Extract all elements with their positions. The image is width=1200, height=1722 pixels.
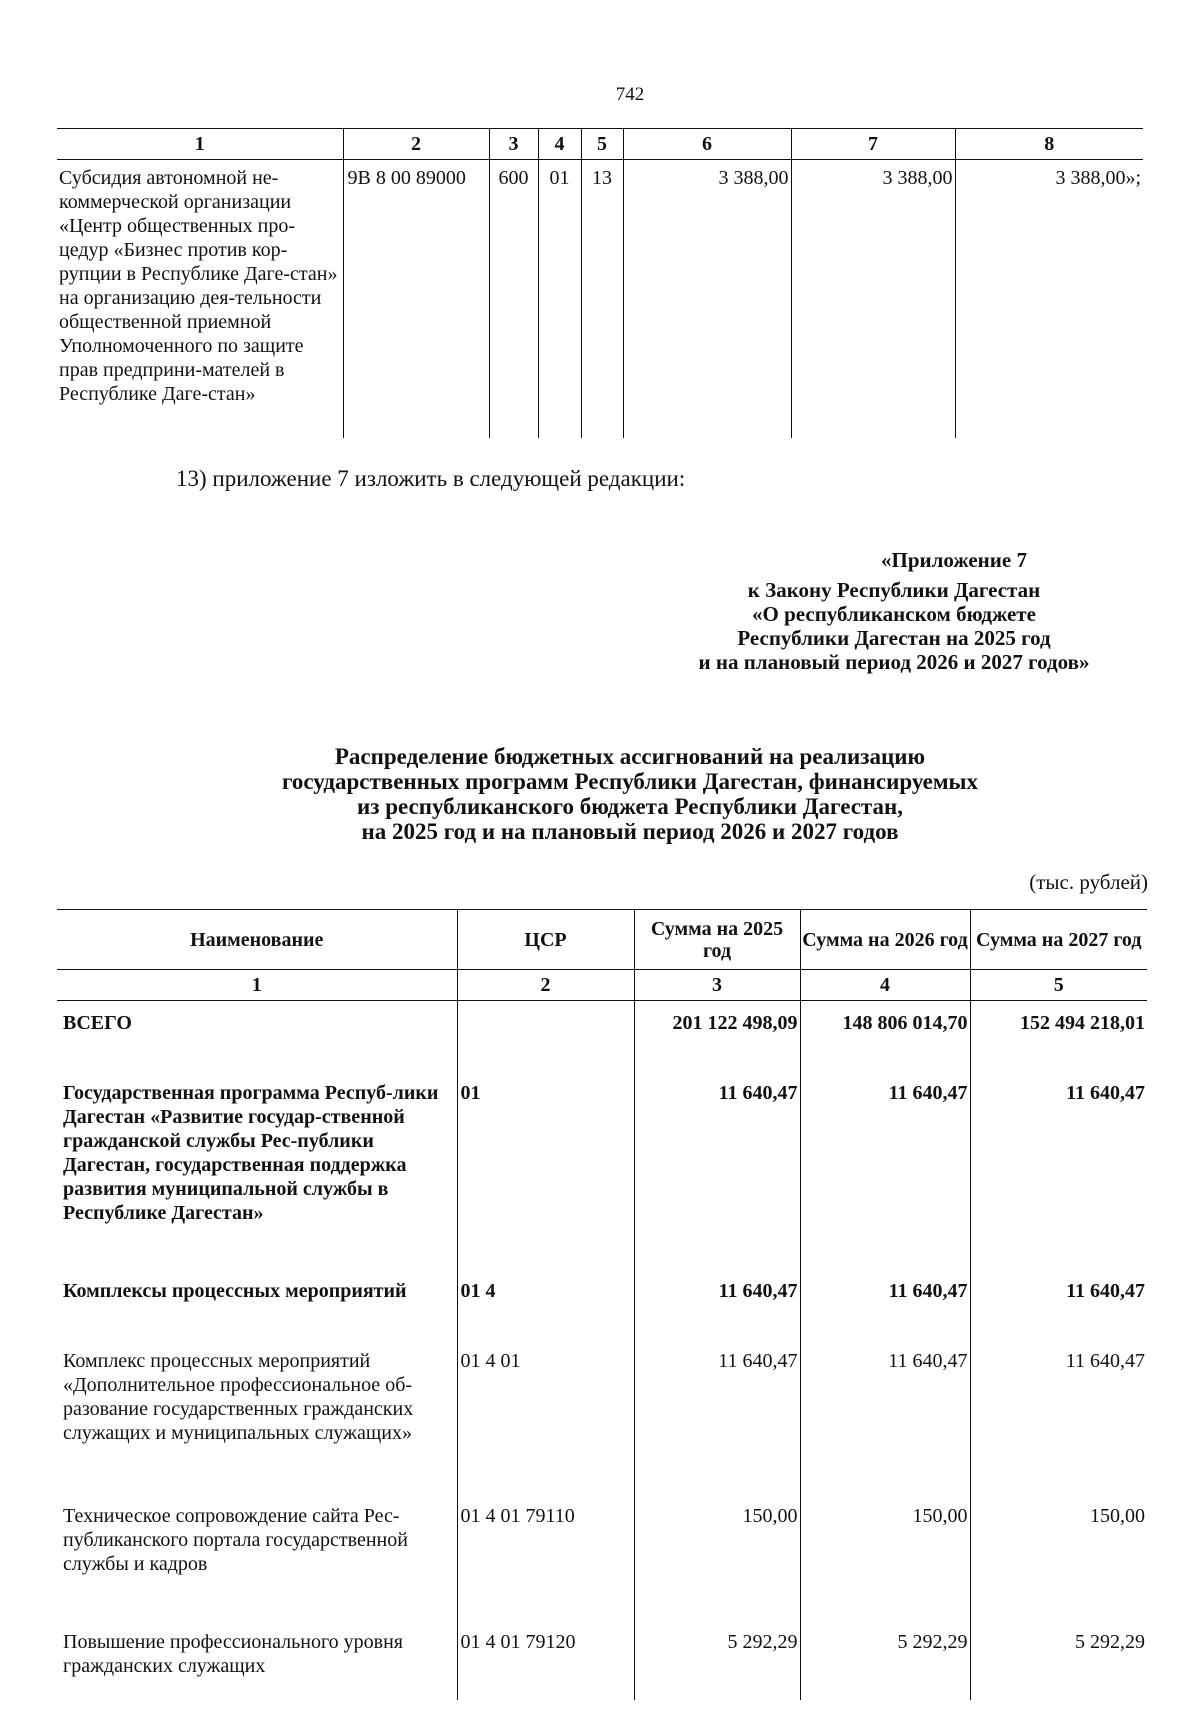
- continuation-table: [57, 128, 1143, 438]
- column-number: 3: [489, 129, 538, 160]
- row-name: Повышение профессионального уровня гражданских служащих: [63, 1631, 403, 1677]
- continuation-table-header: [57, 129, 1143, 160]
- row-rz: 01: [538, 160, 581, 439]
- appendix-line: Республики Дагестан на 2025 год: [737, 626, 1051, 650]
- header-sum-2027: Сумма на 2027 год: [970, 910, 1147, 970]
- column-number: 3: [634, 970, 800, 1001]
- column-numbers-row: [57, 970, 1147, 1001]
- row-name: Субсидия автономной не-коммерческой организации «Центр общественных про-цедур «Бизнес против кор-рупции в Республике Даге-стан» на организацию дея-тельности общественной приемной Уполномоченного по защите прав предприни-мателей в Республике Даге-стан»: [59, 167, 338, 405]
- column-number: 2: [457, 970, 634, 1001]
- table-row: [57, 1001, 1147, 1062]
- table-row: [57, 1486, 1147, 1612]
- row-vr: 600: [489, 160, 538, 439]
- header-sum-2026: Сумма на 2026 год: [800, 910, 970, 970]
- row-sum-2026: 148 806 014,70: [800, 1001, 970, 1062]
- row-sum-2027: 11 640,47: [970, 1257, 1147, 1331]
- table-row: [57, 160, 1143, 439]
- table-row: [57, 1612, 1147, 1700]
- page-number: 742: [615, 84, 645, 105]
- row-sum-2027: 150,00: [970, 1486, 1147, 1612]
- budget-table-header: [57, 910, 1147, 970]
- row-sum-2026: 11 640,47: [800, 1331, 970, 1486]
- column-number: 6: [623, 129, 791, 160]
- row-pr: 13: [581, 160, 623, 439]
- appendix-heading: «Приложение 7: [881, 548, 1027, 572]
- column-number: 4: [800, 970, 970, 1001]
- title-line: на 2025 год и на плановый период 2026 и 2027 годов: [361, 819, 899, 844]
- row-csr: 9В 8 00 89000: [343, 160, 489, 439]
- row-csr: [457, 1001, 634, 1062]
- column-number: 8: [955, 129, 1143, 160]
- row-name: Государственная программа Респуб-лики Дагестан «Развитие государ-ственной гражданской службы Рес-публики Дагестан, государственная поддержка развития муниципальной службы в Республике Дагестан»: [63, 1082, 439, 1224]
- row-sum-2025: 11 640,47: [634, 1061, 800, 1257]
- column-number: 4: [538, 129, 581, 160]
- row-sum-2026: 11 640,47: [800, 1061, 970, 1257]
- row-sum-2027: 11 640,47: [970, 1061, 1147, 1257]
- appendix-line: и на плановый период 2026 и 2027 годов»: [698, 650, 1090, 674]
- row-name: ВСЕГО: [63, 1012, 132, 1034]
- row-name: Техническое сопровождение сайта Рес-публиканского портала государственной службы и кадров: [63, 1505, 408, 1575]
- row-sum-2: 3 388,00: [791, 160, 955, 439]
- amendment-instruction: 13) приложение 7 изложить в следующей редакции:: [176, 466, 686, 491]
- row-csr: 01 4 01 79120: [457, 1612, 634, 1700]
- row-csr: 01: [457, 1061, 634, 1257]
- budget-table: [57, 909, 1147, 1700]
- row-sum-2027: 11 640,47: [970, 1331, 1147, 1486]
- row-sum-3: 3 388,00»;: [955, 160, 1143, 439]
- column-number: 1: [57, 129, 343, 160]
- title-line: Распределение бюджетных ассигнований на реализацию: [334, 744, 926, 769]
- appendix-line: «О республиканском бюджете: [752, 602, 1036, 626]
- table-row: [57, 1061, 1147, 1257]
- units-label: (тыс. рублей): [1029, 870, 1148, 894]
- row-csr: 01 4 01: [457, 1331, 634, 1486]
- title-line: государственных программ Республики Дагестан, финансируемых: [282, 769, 978, 794]
- column-number: 7: [791, 129, 955, 160]
- header-csr: ЦСР: [457, 910, 634, 970]
- row-sum-1: 3 388,00: [623, 160, 791, 439]
- row-sum-2026: 11 640,47: [800, 1257, 970, 1331]
- column-number: 1: [57, 970, 457, 1001]
- appendix-line: к Закону Республики Дагестан: [747, 578, 1041, 602]
- title-line: из республиканского бюджета Республики Дагестан,: [357, 794, 903, 819]
- table-row: [57, 1257, 1147, 1331]
- row-sum-2025: 150,00: [634, 1486, 800, 1612]
- row-sum-2026: 150,00: [800, 1486, 970, 1612]
- row-csr: 01 4: [457, 1257, 634, 1331]
- row-csr: 01 4 01 79110: [457, 1486, 634, 1612]
- column-number: 5: [970, 970, 1147, 1001]
- appendix-header: [620, 548, 1168, 674]
- row-sum-2025: 11 640,47: [634, 1331, 800, 1486]
- header-name: Наименование: [57, 910, 457, 970]
- row-sum-2027: 152 494 218,01: [970, 1001, 1147, 1062]
- row-sum-2026: 5 292,29: [800, 1612, 970, 1700]
- row-sum-2025: 11 640,47: [634, 1257, 800, 1331]
- column-number: 5: [581, 129, 623, 160]
- row-name: Комплексы процессных мероприятий: [63, 1280, 407, 1302]
- row-sum-2025: 5 292,29: [634, 1612, 800, 1700]
- row-name: Комплекс процессных мероприятий «Дополнительное профессиональное об-разование государственных гражданских служащих и муниципальных служащих»: [63, 1350, 414, 1444]
- document-title: [200, 744, 1060, 844]
- row-sum-2025: 201 122 498,09: [634, 1001, 800, 1062]
- column-number: 2: [343, 129, 489, 160]
- row-sum-2027: 5 292,29: [970, 1612, 1147, 1700]
- table-row: [57, 1331, 1147, 1486]
- header-sum-2025: Сумма на 2025 год: [634, 910, 800, 970]
